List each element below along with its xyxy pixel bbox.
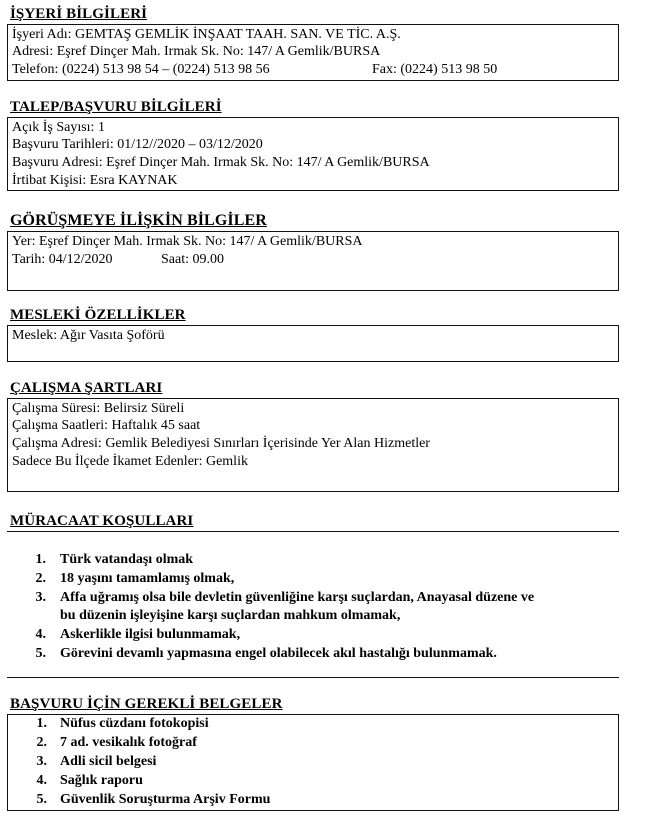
gorusme-saat: Saat: 09.00 bbox=[161, 252, 224, 267]
list-item-text: Sağlık raporu bbox=[60, 773, 143, 788]
section-title-gorusme: GÖRÜŞMEYE İLİŞKİN BİLGİLER bbox=[10, 212, 267, 229]
calisma-sure: Çalışma Süresi: Belirsiz Süreli bbox=[12, 401, 185, 416]
muracaat-rule bbox=[7, 531, 619, 532]
isyeri-telefon: Telefon: (0224) 513 98 54 – (0224) 513 98 56 bbox=[12, 62, 270, 77]
isyeri-box bbox=[7, 24, 619, 81]
muracaat-rule-bottom bbox=[7, 677, 619, 678]
talep-adres: Başvuru Adresi: Eşref Dinçer Mah. Irmak Sk. No: 147/ A Gemlik/BURSA bbox=[12, 155, 430, 170]
isyeri-adi: İşyeri Adı: GEMTAŞ GEMLİK İNŞAAT TAAH. SAN. VE TİC. A.Ş. bbox=[12, 27, 401, 42]
list-item-number: 4. bbox=[36, 773, 47, 788]
list-item-text: Adli sicil belgesi bbox=[60, 754, 157, 769]
isyeri-adres: Adresi: Eşref Dinçer Mah. Irmak Sk. No: 147/ A Gemlik/BURSA bbox=[12, 44, 381, 59]
section-title-talep: TALEP/BAŞVURU BİLGİLERİ bbox=[10, 99, 222, 115]
list-item-text: Nüfus cüzdanı fotokopisi bbox=[60, 716, 209, 731]
mesleki-meslek: Meslek: Ağır Vasıta Şoförü bbox=[12, 328, 165, 343]
list-item-number: 3. bbox=[35, 590, 46, 605]
section-title-muracaat: MÜRACAAT KOŞULLARI bbox=[10, 513, 194, 529]
list-item-number: 2. bbox=[36, 735, 47, 750]
section-title-calisma: ÇALIŞMA ŞARTLARI bbox=[10, 380, 163, 396]
calisma-box bbox=[7, 398, 619, 492]
calisma-adres: Çalışma Adresi: Gemlik Belediyesi Sınırları İçerisinde Yer Alan Hizmetler bbox=[12, 436, 430, 451]
gorusme-box bbox=[7, 231, 619, 291]
talep-acik-is: Açık İş Sayısı: 1 bbox=[12, 120, 105, 135]
list-item-text: 7 ad. vesikalık fotoğraf bbox=[60, 735, 197, 750]
section-title-belgeler: BAŞVURU İÇİN GEREKLİ BELGELER bbox=[10, 696, 283, 712]
mesleki-box bbox=[7, 325, 619, 362]
list-item-number: 5. bbox=[35, 646, 46, 661]
belgeler-box bbox=[7, 714, 619, 811]
list-item-number: 3. bbox=[36, 754, 47, 769]
list-item-text: Affa uğramış olsa bile devletin güvenliğine karşı suçlardan, Anayasal düzene ve bbox=[60, 590, 535, 605]
list-item-text: Güvenlik Soruşturma Arşiv Formu bbox=[60, 792, 271, 807]
list-item-text: bu düzenin işleyişine karşı suçlardan mahkum olmamak, bbox=[60, 608, 401, 623]
gorusme-tarih: Tarih: 04/12/2020 bbox=[12, 252, 113, 267]
list-item-number: 4. bbox=[35, 627, 46, 642]
isyeri-fax: Fax: (0224) 513 98 50 bbox=[372, 62, 498, 77]
list-item-text: Türk vatandaşı olmak bbox=[60, 552, 194, 567]
list-item-number: 1. bbox=[35, 552, 46, 567]
section-title-mesleki: MESLEKİ ÖZELLİKLER bbox=[10, 307, 186, 323]
list-item-text: Askerlikle ilgisi bulunmamak, bbox=[60, 627, 241, 642]
talep-box bbox=[7, 117, 619, 191]
list-item-number: 2. bbox=[35, 571, 46, 586]
list-item-number: 1. bbox=[36, 716, 47, 731]
talep-tarihler: Başvuru Tarihleri: 01/12//2020 – 03/12/2020 bbox=[12, 137, 263, 152]
list-item-text: 18 yaşını tamamlamış olmak, bbox=[60, 571, 235, 586]
list-item-number: 5. bbox=[36, 792, 47, 807]
gorusme-yer: Yer: Eşref Dinçer Mah. Irmak Sk. No: 147/ A Gemlik/BURSA bbox=[12, 234, 363, 249]
calisma-ikamet: Sadece Bu İlçede İkamet Edenler: Gemlik bbox=[12, 454, 248, 469]
calisma-saatler: Çalışma Saatleri: Haftalık 45 saat bbox=[12, 418, 201, 433]
list-item-text: Görevini devamlı yapmasına engel olabilecek akıl hastalığı bulunmamak. bbox=[60, 646, 497, 661]
talep-irtibat: İrtibat Kişisi: Esra KAYNAK bbox=[12, 173, 178, 188]
section-title-isyeri: İŞYERİ BİLGİLERİ bbox=[10, 6, 148, 22]
